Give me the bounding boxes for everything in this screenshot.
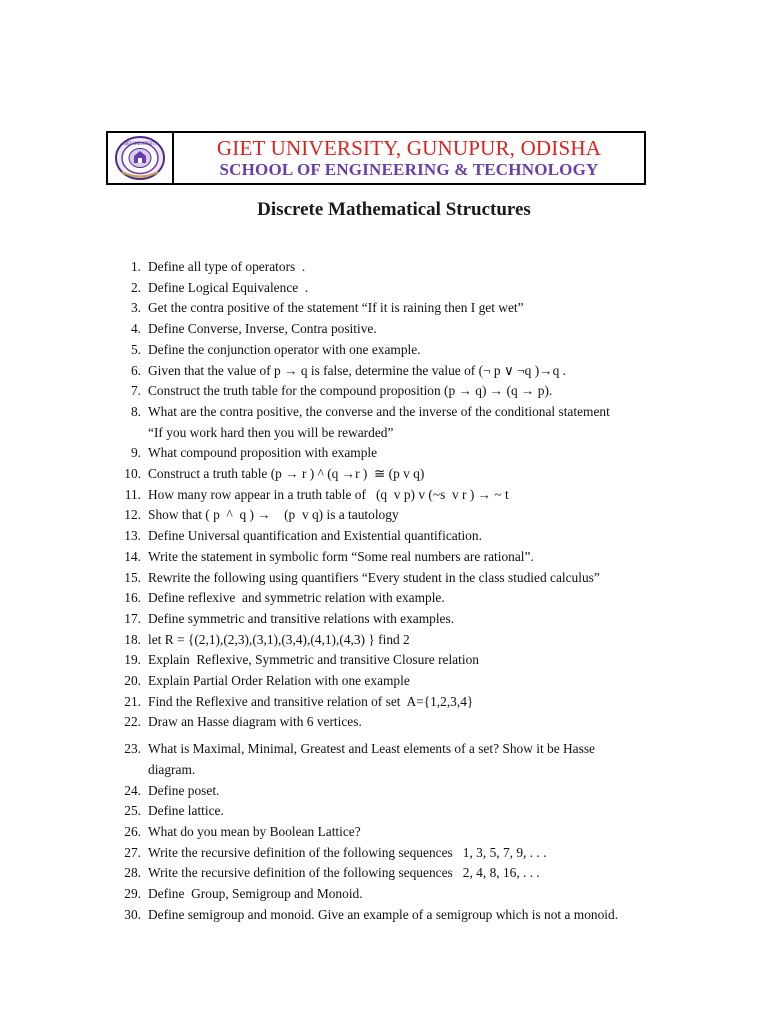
school-name: SCHOOL OF ENGINEERING & TECHNOLOGY	[219, 160, 599, 179]
question-number: 22.	[124, 714, 141, 730]
header-titles	[174, 133, 644, 183]
question-number: 24.	[124, 782, 141, 798]
question-text: Define Group, Semigroup and Monoid.	[148, 886, 363, 902]
question-number: 13.	[124, 528, 141, 544]
question-item	[112, 822, 712, 843]
question-number: 30.	[124, 906, 141, 922]
question-item	[112, 884, 712, 905]
question-item	[112, 443, 712, 464]
question-number: 19.	[124, 652, 141, 668]
question-number: 27.	[124, 844, 141, 860]
question-item	[112, 692, 712, 713]
question-number: 28.	[124, 865, 141, 881]
document-title: Discrete Mathematical Structures	[257, 199, 531, 220]
question-number: 5.	[130, 341, 141, 357]
question-number: 18.	[124, 631, 141, 647]
question-number: 16.	[124, 590, 141, 606]
question-text: Explain Reflexive, Symmetric and transitive Closure relation	[148, 652, 479, 668]
question-text: Get the contra positive of the statement “If it is raining then I get wet”	[148, 300, 524, 316]
question-number: 29.	[124, 886, 141, 902]
question-item	[112, 630, 712, 651]
question-text: Define poset.	[148, 782, 220, 798]
question-item	[112, 801, 712, 822]
question-text: Define symmetric and transitive relations with examples.	[148, 610, 455, 626]
question-number	[112, 760, 141, 781]
question-number: 3.	[130, 300, 141, 316]
question-number: 15.	[124, 569, 141, 585]
question-number: 8.	[130, 403, 141, 419]
question-number: 10.	[124, 466, 141, 482]
logo-cell	[108, 133, 174, 183]
question-number: 25.	[124, 803, 141, 819]
question-item	[112, 361, 712, 382]
question-text: Define reflexive and symmetric relation with example.	[148, 590, 445, 606]
university-logo	[114, 135, 166, 181]
question-number: 7.	[130, 383, 141, 399]
question-text: Define Universal quantification and Existential quantification.	[148, 528, 482, 544]
question-text: Define Converse, Inverse, Contra positive.	[148, 321, 377, 337]
question-number: 14.	[124, 548, 141, 564]
header-banner	[106, 131, 646, 185]
question-text: Write the statement in symbolic form “Some real numbers are rational”.	[148, 548, 534, 564]
question-item	[112, 423, 712, 444]
question-number: 26.	[124, 823, 141, 839]
question-text: Show that ( p ^ q ) → (p v q) is a tautology	[148, 507, 399, 523]
question-item	[112, 781, 712, 802]
question-item	[112, 712, 712, 733]
question-item	[112, 505, 712, 526]
question-number: 17.	[124, 610, 141, 626]
question-text: “If you work hard then you will be rewarded”	[148, 424, 394, 440]
question-text: Given that the value of p → q is false, determine the value of (¬ p ∨ ¬q )→q .	[148, 362, 566, 378]
question-item	[112, 402, 712, 423]
question-item	[112, 298, 712, 319]
question-item	[112, 588, 712, 609]
question-item	[112, 278, 712, 299]
question-item	[112, 464, 712, 485]
question-item	[112, 905, 712, 926]
question-item	[112, 843, 712, 864]
question-item	[112, 568, 712, 589]
question-text: Define Logical Equivalence .	[148, 279, 309, 295]
question-text: What is Maximal, Minimal, Greatest and Least elements of a set? Show it be Hasse	[148, 741, 595, 757]
question-item	[112, 340, 712, 361]
question-number	[112, 423, 141, 444]
question-item	[112, 863, 712, 884]
question-item	[112, 319, 712, 340]
question-list	[112, 257, 712, 926]
question-text: What are the contra positive, the converse and the inverse of the conditional statement	[148, 403, 610, 419]
logo-lettering: GIET UNIVERSITY	[122, 141, 158, 146]
question-text: let R = {(2,1),(2,3),(3,1),(3,4),(4,1),(4,3) } find 2	[148, 631, 410, 647]
question-text: Rewrite the following using quantifiers “Every student in the class studied calculus”	[148, 569, 600, 585]
question-text: Write the recursive definition of the following sequences 1, 3, 5, 7, 9, . . .	[148, 844, 547, 860]
question-item	[112, 760, 712, 781]
question-item	[112, 526, 712, 547]
question-text: Draw an Hasse diagram with 6 vertices.	[148, 714, 362, 730]
question-text: Explain Partial Order Relation with one example	[148, 673, 410, 689]
question-number: 9.	[130, 445, 141, 461]
question-number: 1.	[130, 259, 141, 274]
question-number: 11.	[124, 486, 141, 502]
question-item	[112, 650, 712, 671]
question-text: Define semigroup and monoid. Give an example of a semigroup which is not a monoid.	[148, 906, 619, 922]
question-text: What do you mean by Boolean Lattice?	[148, 823, 361, 839]
question-number: 4.	[130, 321, 141, 337]
question-text: Define the conjunction operator with one example.	[148, 341, 421, 357]
question-text: Define all type of operators .	[148, 259, 306, 274]
question-number: 6.	[130, 362, 141, 378]
question-text: Find the Reflexive and transitive relation of set A={1,2,3,4}	[148, 693, 474, 709]
question-number: 23.	[124, 741, 141, 757]
question-item	[112, 257, 712, 278]
question-text: Define lattice.	[148, 803, 224, 819]
question-item	[112, 671, 712, 692]
university-name: GIET UNIVERSITY, GUNUPUR, ODISHA	[216, 136, 602, 160]
question-number: 12.	[124, 507, 141, 523]
question-item	[112, 547, 712, 568]
question-item	[112, 739, 712, 760]
question-text: How many row appear in a truth table of (q v p) v (~s v r ) → ~ t	[148, 486, 509, 502]
question-number: 20.	[124, 673, 141, 689]
question-text: Construct a truth table (p → r ) ^ (q →r ) ≅ (p v q)	[148, 466, 425, 482]
question-number: 21.	[124, 693, 141, 709]
question-text: Write the recursive definition of the following sequences 2, 4, 8, 16, . . .	[148, 865, 540, 881]
question-number: 2.	[130, 279, 141, 295]
question-text: diagram.	[148, 761, 196, 777]
question-item	[112, 381, 712, 402]
question-text: What compound proposition with example	[148, 445, 378, 461]
question-item	[112, 609, 712, 630]
question-item	[112, 485, 712, 506]
question-text: Construct the truth table for the compound proposition (p → q) → (q → p).	[148, 383, 553, 399]
